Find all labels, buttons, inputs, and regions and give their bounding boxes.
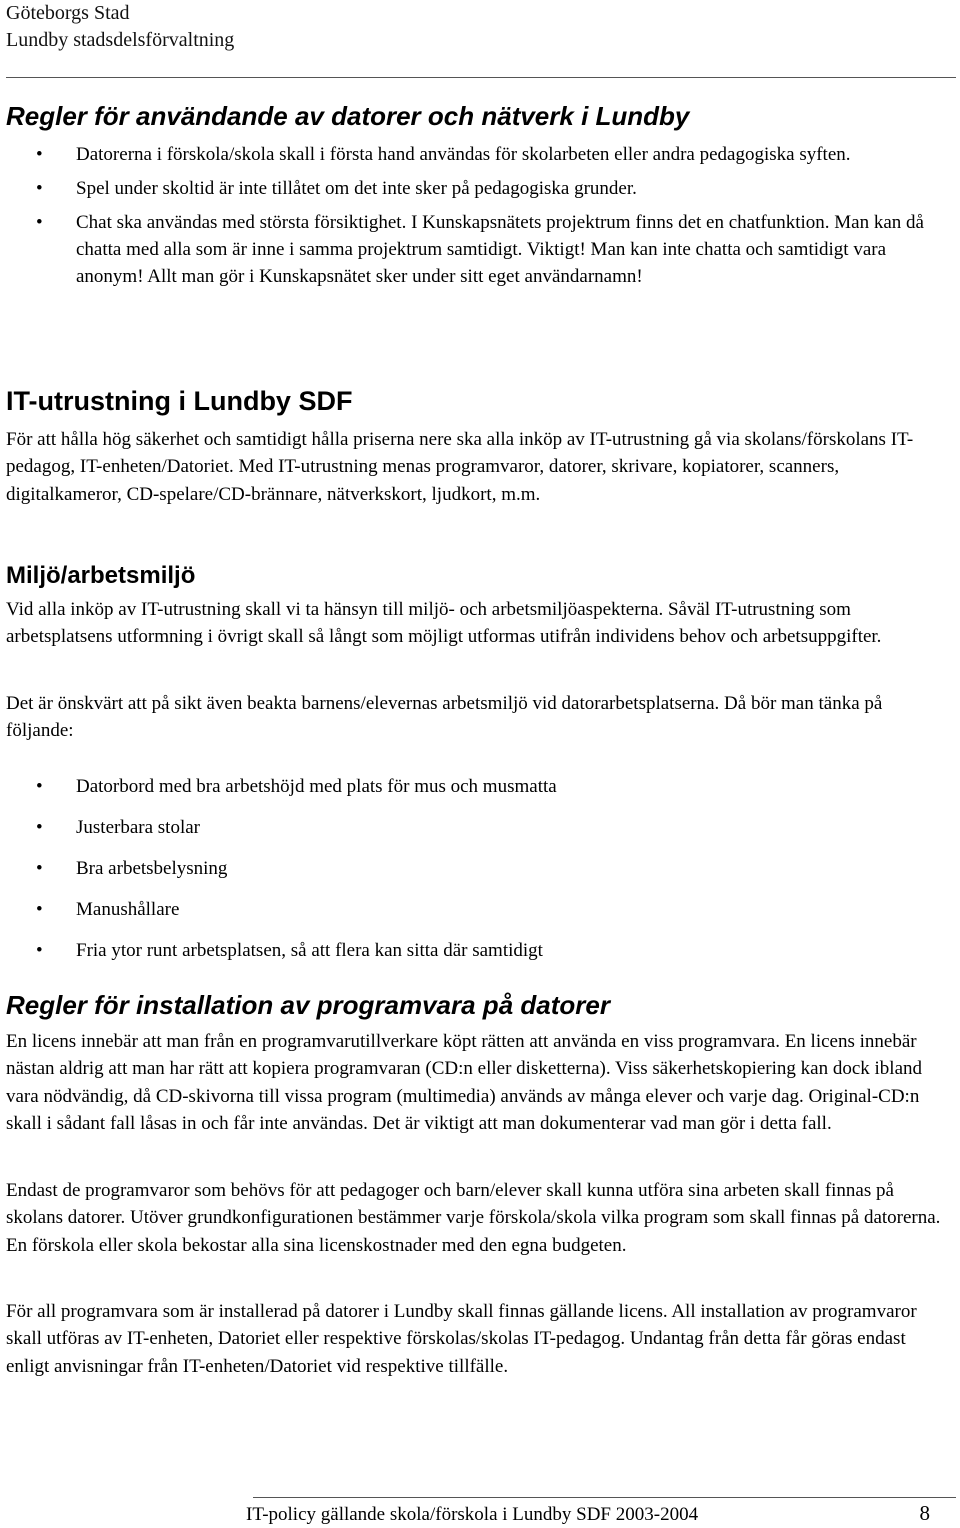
- workplace-list: [0, 773, 945, 978]
- heading-computer-rules: Regler för användande av datorer och nätverk i Lundby: [6, 101, 690, 131]
- computer-rules-list: [0, 141, 945, 290]
- paragraph-software-needs: Endast de programvaror som behövs för att pedagoger och barn/elever skall kunna utföra sina arbeten skall finnas på skolans datorer. Utöver grundkonfigurationen bestämmer varje förskola/skola vilka program som skall finnas på datorerna. En förskola eller skola bekostar alla sina licenskostnader med den egna budgeten.: [6, 1180, 941, 1256]
- header-divider: [6, 77, 956, 78]
- paragraph-environment-1: Vid alla inköp av IT-utrustning skall vi ta hänsyn till miljö- och arbetsmiljöaspekterna. Såväl IT-utrustning som arbetsplatsens utformning i övrigt skall så långt som möjligt utformas utifrån individens behov och arbetsuppgifter.: [6, 599, 882, 648]
- header-unit: Lundby stadsdelsförvaltning: [6, 29, 235, 51]
- list-item: • Bra arbetsbelysning: [0, 855, 945, 882]
- paragraph-installation: För all programvara som är installerad på datorer i Lundby skall finnas gällande licens. All installation av programvaror skall utföras av IT-enheten, Datoriet eller respektive förskolas/skolas IT-pedagog. Undantag från detta får göras endast enligt anvisningar från IT-enheten/Datoriet vid respektive tillfälle.: [6, 1301, 917, 1377]
- footer-divider: [253, 1497, 956, 1498]
- paragraph-license: En licens innebär att man från en programvarutillverkare köpt rätten att använda en viss programvara. En licens innebär nästan aldrig att man har rätt att kopiera programvaran (CD:n eller disketterna). Viss säkerhetskopiering kan dock ibland vara nödvändig, då CD-skivorna till vissa program (multimedia) används av många elever och varje dag. Original-CD:n skall i sådant fall låsas in och får inte användas. Det är viktigt att man dokumenterar vad man gör i detta fall.: [6, 1031, 923, 1134]
- paragraph-it-equipment: För att hålla hög säkerhet och samtidigt hålla priserna nere ska alla inköp av IT-utrustning gå via skolans/förskolans IT-pedagog, IT-enheten/Datoriet. Med IT-utrustning menas programvaror, datorer, skrivare, kopiatorer, scanners, digitalkameror, CD-spelare/CD-brännare, nätverkskort, ljudkort, m.m.: [6, 429, 914, 505]
- list-item: • Spel under skoltid är inte tillåtet om det inte sker på pedagogiska grunder.: [0, 175, 945, 202]
- list-item: • Chat ska användas med största försiktighet. I Kunskapsnätets projektrum finns det en chatfunktion. Man kan då chatta med alla som är inne i samma projektrum samtidigt. Viktigt! Man kan inte chatta och samtidigt vara anonym! Allt man gör i Kunskapsnätet sker under sitt eget användarnamn!: [0, 209, 945, 290]
- list-item: • Justerbara stolar: [0, 814, 945, 841]
- list-item: • Fria ytor runt arbetsplatsen, så att flera kan sitta där samtidigt: [0, 937, 945, 964]
- list-item: • Manushållare: [0, 896, 945, 923]
- paragraph-environment-2: Det är önskvärt att på sikt även beakta barnens/elevernas arbetsmiljö vid datorarbetsplatserna. Då bör man tänka på följande:: [6, 693, 883, 742]
- heading-software-rules: Regler för installation av programvara på datorer: [6, 990, 610, 1020]
- heading-environment: Miljö/arbetsmiljö: [6, 562, 196, 589]
- footer-title: IT-policy gällande skola/förskola i Lundby SDF 2003-2004: [246, 1504, 699, 1525]
- heading-it-equipment: IT-utrustning i Lundby SDF: [6, 386, 353, 416]
- list-item: • Datorbord med bra arbetshöjd med plats för mus och musmatta: [0, 773, 945, 800]
- list-item: • Datorerna i förskola/skola skall i första hand användas för skolarbeten eller andra pedagogiska syften.: [0, 141, 945, 168]
- page-number: 8: [919, 1501, 930, 1525]
- header-org: Göteborgs Stad: [6, 2, 130, 24]
